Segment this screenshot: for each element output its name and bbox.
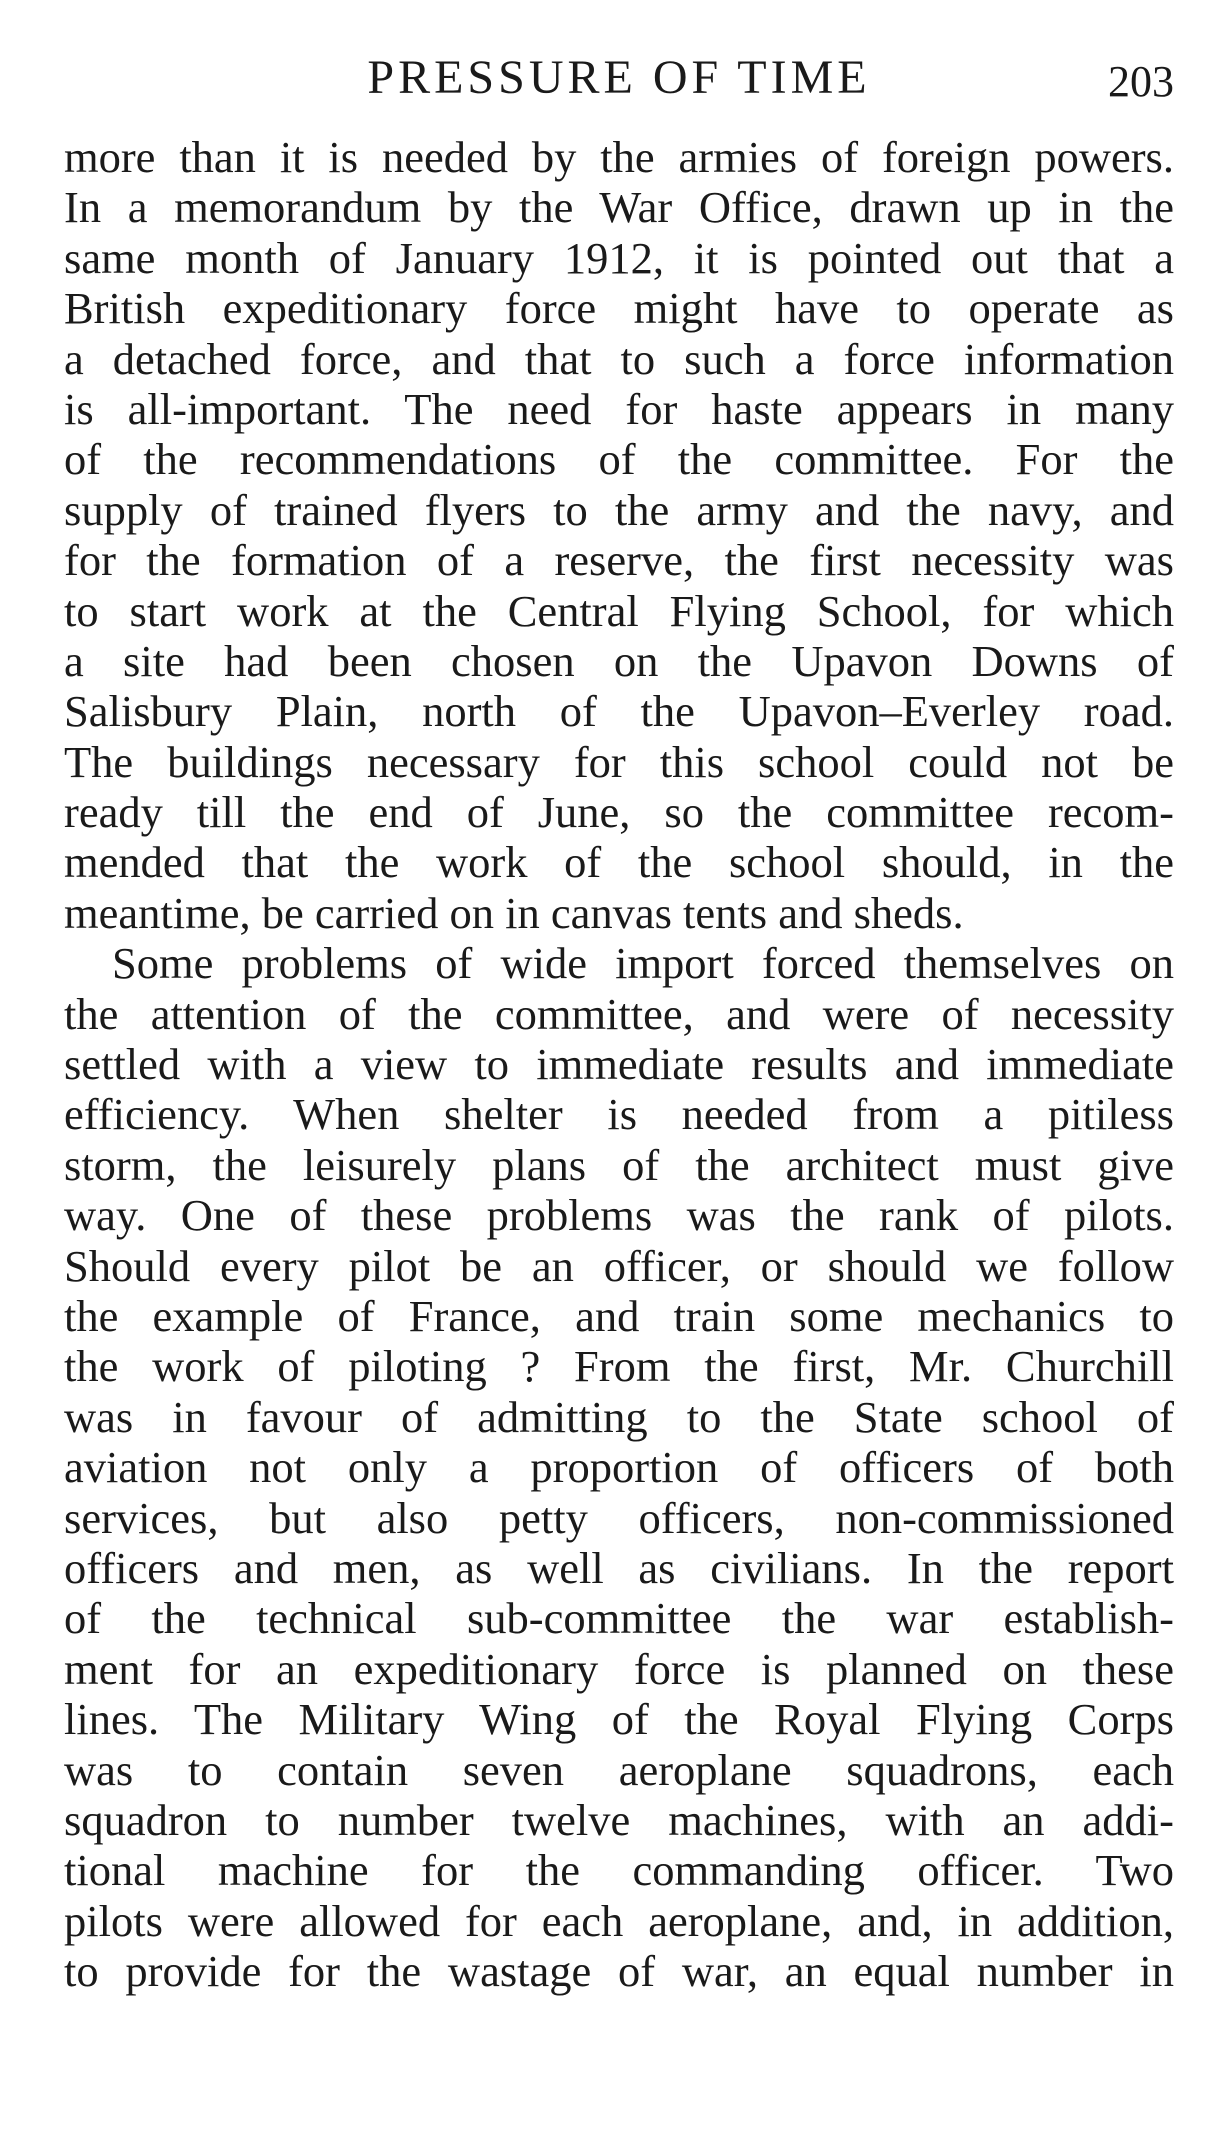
- paragraph-start-line: Some problems of wide import forced themselves on: [112, 938, 1174, 989]
- paragraph-end-line: meantime, be carried on in canvas tents and sheds.: [64, 887, 964, 938]
- text-line: more than it is needed by the armies of foreign powers.: [64, 132, 1174, 182]
- text-line: supply of trained flyers to the army and the navy, and: [64, 484, 1174, 535]
- page-number: 203: [1108, 57, 1174, 106]
- text-line: settled with a view to immediate results and immediate: [64, 1039, 1174, 1090]
- text-line: Salisbury Plain, north of the Upavon–Everley road.: [64, 686, 1174, 737]
- text-line: same month of January 1912, it is pointed out that a: [64, 232, 1174, 283]
- text-line: The buildings necessary for this school could not be: [64, 736, 1174, 787]
- text-line: storm, the leisurely plans of the architect must give: [64, 1139, 1174, 1190]
- text-line: of the technical sub-committee the war establish-: [64, 1593, 1174, 1644]
- text-line: lines. The Military Wing of the Royal Flying Corps: [64, 1694, 1174, 1745]
- text-line: mended that the work of the school should, in the: [64, 837, 1174, 888]
- text-line: aviation not only a proportion of officers of both: [64, 1442, 1174, 1493]
- text-line: squadron to number twelve machines, with an addi-: [64, 1794, 1174, 1845]
- text-line: Should every pilot be an officer, or should we follow: [64, 1240, 1174, 1291]
- text-line: is all-important. The need for haste appears in many: [64, 383, 1174, 434]
- text-line: was in favour of admitting to the State school of: [64, 1391, 1174, 1442]
- text-line: way. One of these problems was the rank of pilots.: [64, 1190, 1174, 1241]
- text-line: ment for an expeditionary force is planned on these: [64, 1643, 1174, 1694]
- text-line: pilots were allowed for each aeroplane, and, in addition,: [64, 1895, 1174, 1946]
- text-line: was to contain seven aeroplane squadrons, each: [64, 1744, 1174, 1795]
- text-line: services, but also petty officers, non-commissioned: [64, 1492, 1174, 1543]
- body-text: [64, 132, 1174, 1996]
- text-line: In a memorandum by the War Office, drawn up in the: [64, 182, 1174, 233]
- text-line: the attention of the committee, and were of necessity: [64, 988, 1174, 1039]
- text-line: efficiency. When shelter is needed from a pitiless: [64, 1089, 1174, 1140]
- text-line: the example of France, and train some mechanics to: [64, 1290, 1174, 1341]
- text-line: tional machine for the commanding officer. Two: [64, 1845, 1174, 1896]
- text-line: of the recommendations of the committee. For the: [64, 434, 1174, 485]
- text-line: ready till the end of June, so the committee recom-: [64, 787, 1174, 838]
- text-line: to start work at the Central Flying School, for which: [64, 585, 1174, 636]
- text-line: for the formation of a reserve, the first necessity was: [64, 535, 1174, 586]
- text-line: British expeditionary force might have to operate as: [64, 283, 1174, 334]
- text-line: a detached force, and that to such a force information: [64, 333, 1174, 384]
- text-line: a site had been chosen on the Upavon Downs of: [64, 635, 1174, 686]
- text-line: the work of piloting ? From the first, Mr. Churchill: [64, 1341, 1174, 1392]
- running-head: [64, 48, 1174, 108]
- running-title: PRESSURE OF TIME: [367, 51, 871, 104]
- text-line: to provide for the wastage of war, an equal number in: [64, 1946, 1174, 1997]
- text-line: officers and men, as well as civilians. In the report: [64, 1542, 1174, 1593]
